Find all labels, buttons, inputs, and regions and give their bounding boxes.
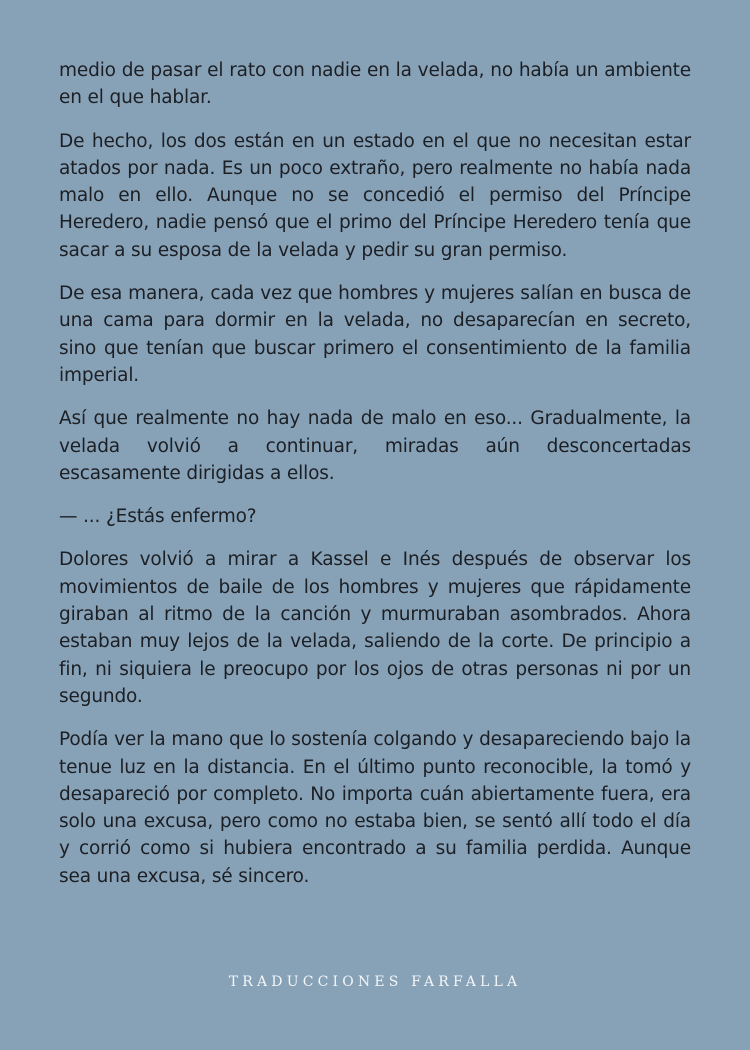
paragraph: De hecho, los dos están en un estado en el que no necesitan estar atados por nada. Es un poco extraño, pero realmente no había nada malo en ello. Aunque no se concedió el permiso del Príncipe Heredero, nadie pensó que el primo del Príncipe Heredero tenía que sacar a su esposa de la velada y pedir su gran permiso. <box>59 130 691 261</box>
paragraph: Podía ver la mano que lo sostenía colgando y desapareciendo bajo la tenue luz en la distancia. En el último punto reconocible, la tomó y desapareció por completo. No importa cuán abiertamente fuera, era solo una excusa, pero como no estaba bien, se sentó allí todo el día y corrió como si hubiera encontrado a su familia perdida. Aunque sea una excusa, sé sincero. <box>59 729 691 887</box>
paragraph: Así que realmente no hay nada de malo en eso... Gradualmente, la velada volvió a continuar, miradas aún desconcertadas escasamente dirigidas a ellos. <box>59 408 691 484</box>
document-body <box>59 57 691 890</box>
paragraph: Dolores volvió a mirar a Kassel e Inés después de observar los movimientos de baile de los hombres y mujeres que rápidamente giraban al ritmo de la canción y murmuraban asombrados. Ahora estaban muy lejos de la velada, saliendo de la corte. De principio a fin, ni siquiera le preocupo por los ojos de otras personas ni por un segundo. <box>59 549 691 707</box>
paragraph: De esa manera, cada vez que hombres y mujeres salían en busca de una cama para dormir en la velada, no desaparecían en secreto, sino que tenían que buscar primero el consentimiento de la familia imperial. <box>59 283 691 386</box>
paragraph: medio de pasar el rato con nadie en la velada, no había un ambiente en el que hablar. <box>59 60 691 109</box>
footer-credit: TRADUCCIONES FARFALLA <box>228 974 522 990</box>
dialogue-line: — ... ¿Estás enfermo? <box>59 506 257 528</box>
